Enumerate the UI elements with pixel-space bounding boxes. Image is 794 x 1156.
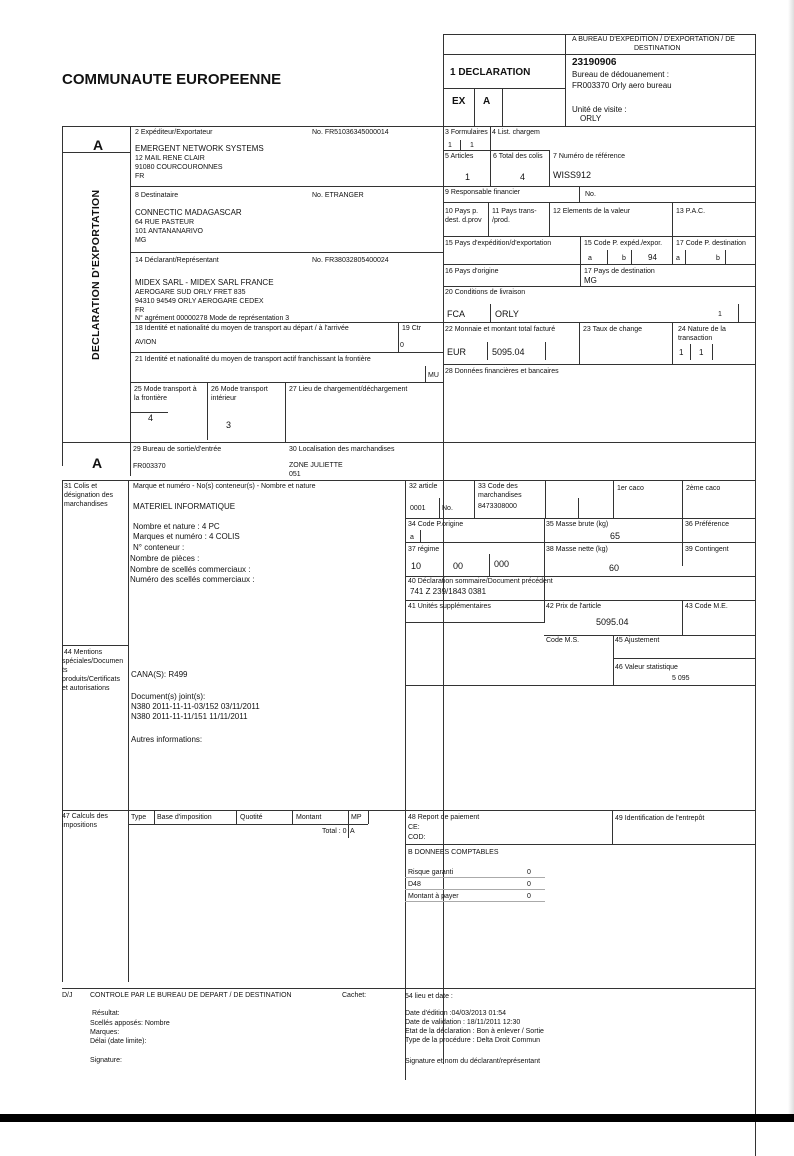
box27-label: 27 Lieu de chargement/déchargement — [289, 386, 408, 393]
box20-v1: FCA — [447, 309, 465, 319]
box47-total: Total : 0 — [322, 828, 347, 835]
box35-label: 35 Masse brute (kg) — [546, 521, 609, 528]
box31-header: Marque et numéro - No(s) conteneur(s) - Nombre et nature — [133, 483, 316, 490]
box2-addr2: 91080 COURCOURONNES — [135, 164, 223, 171]
declaration-label: 1 DECLARATION — [450, 67, 531, 78]
box18-label: 18 Identité et nationalité du moyen de transport au départ / à l'arrivée — [135, 325, 349, 332]
boxd-scelles: Scellés apposés: Nombre — [90, 1020, 170, 1027]
boxb-r3v: 0 — [527, 893, 531, 900]
box10-label-1: 10 Pays p. — [445, 208, 479, 215]
box16-label: 16 Pays d'origine — [445, 268, 499, 275]
box15-a: a — [588, 255, 592, 262]
box14-name: MIDEX SARL - MIDEX SARL FRANCE — [135, 278, 274, 287]
box31-desc: MATERIEL INFORMATIQUE — [133, 502, 236, 511]
box39-label: 39 Contingent — [685, 546, 729, 553]
box54-sig: Signature et nom du déclarant/représentant — [405, 1058, 541, 1065]
letter-a-top: A — [93, 137, 104, 153]
box3-v2: 1 — [470, 142, 474, 149]
box42-label: 42 Prix de l'article — [546, 603, 602, 610]
boxb-r1v: 0 — [527, 869, 531, 876]
box47-type: Type — [131, 814, 147, 821]
box25-label-2: la frontière — [134, 395, 168, 402]
box-a-visit-label: Unité de visite : — [572, 105, 627, 114]
box17-a: a — [676, 255, 680, 262]
box14-no: No. FR38032805400024 — [312, 257, 389, 264]
declaration-ex: EX — [452, 96, 466, 107]
box47-quotite: Quotité — [240, 814, 263, 821]
letter-a-mid: A — [92, 455, 103, 471]
box31-l3: N° conteneur : — [133, 543, 185, 552]
box33-caco1: 1er caco — [617, 485, 644, 492]
boxd-delai: Délai (date limite): — [90, 1038, 147, 1045]
box2-no: No. FR51036345000014 — [312, 129, 389, 136]
box48-label: 48 Report de paiement — [408, 814, 480, 821]
box47-mp: MP — [351, 814, 362, 821]
box21-value: MU — [428, 372, 439, 379]
declaration-a: A — [483, 96, 491, 107]
box54-l2: Date de validation : 18/11/2011 12:30 — [405, 1019, 521, 1026]
box30-v2: 051 — [289, 471, 301, 478]
box33-caco2: 2ème caco — [686, 485, 721, 492]
vertical-title: DECLARATION D'EXPORTATION — [90, 189, 102, 360]
boxb-r1: Risque garanti — [408, 869, 454, 876]
box-a-title-2: DESTINATION — [634, 45, 681, 52]
box54-l4: Type de la procédure : Delta Droit Commun — [405, 1037, 541, 1044]
box20-label: 20 Conditions de livraison — [445, 289, 526, 296]
box18-value: AVION — [135, 339, 157, 346]
scan-edge — [788, 0, 794, 1114]
box15-code-label: 15 Code P. expéd./expor. — [584, 240, 663, 247]
box22-currency: EUR — [447, 347, 467, 357]
box14-agrement: N° agrément 00000278 Mode de représentation 3 — [135, 315, 290, 322]
box31-label-3: marchandises — [64, 501, 108, 508]
box45-label: 45 Ajustement — [615, 637, 660, 644]
box40-label: 40 Déclaration sommaire/Document précédent — [408, 578, 553, 585]
box44-docs: Document(s) joint(s): — [131, 692, 206, 701]
box54-l3: Etat de la déclaration : Bon à enlever / Sortie — [405, 1028, 544, 1035]
box34-label: 34 Code P.origine — [408, 521, 464, 528]
box8-label: 8 Destinataire — [135, 192, 179, 199]
code-ms-label: Code M.S. — [546, 637, 580, 644]
box47-label-1: 47 Calculs des — [62, 813, 108, 820]
box36-label: 36 Préférence — [685, 521, 729, 528]
box32-label: 32 article — [409, 483, 438, 490]
box44-cana: CANA(S): R499 — [131, 670, 188, 679]
box33-label-1: 33 Code des — [478, 483, 518, 490]
boxd-dj: D/J — [62, 992, 73, 999]
box23-label: 23 Taux de change — [583, 326, 643, 333]
box44-label-2: spéciales/Documen — [62, 658, 124, 665]
box31-label-1: 31 Colis et — [64, 483, 98, 490]
box17-code-label: 17 Code P. destination — [676, 240, 746, 247]
box19-label: 19 Ctr — [402, 325, 422, 332]
box54-label: 54 lieu et date : — [405, 993, 453, 1000]
boxb-r2: D48 — [408, 881, 421, 888]
box31-l4: Nombre de pièces : — [130, 554, 200, 563]
box44-label-4: produits/Certificats — [62, 676, 120, 683]
box-a-visit-value: ORLY — [580, 114, 602, 123]
boxd-marques: Marques: — [90, 1029, 120, 1036]
box44-label-3: ts — [62, 667, 68, 674]
box41-label: 41 Unités supplémentaires — [408, 603, 491, 610]
box30-label: 30 Localisation des marchandises — [289, 446, 395, 453]
box28-label: 28 Données financières et bancaires — [445, 368, 559, 375]
box14-label: 14 Déclarant/Représentant — [135, 257, 219, 264]
box54-l1: Date d'édition :04/03/2013 01:54 — [405, 1010, 506, 1017]
box17-b: b — [716, 255, 720, 262]
boxb-r3: Montant à payer — [408, 893, 459, 900]
box47-label-2: impositions — [62, 822, 98, 829]
box26-value: 3 — [226, 420, 232, 430]
box34-a: a — [410, 534, 414, 541]
box13-label: 13 P.A.C. — [676, 208, 706, 215]
box24-v2: 1 — [699, 348, 704, 357]
box2-country: FR — [135, 173, 145, 180]
box31-l6: Numéro des scellés commerciaux : — [130, 575, 255, 584]
box49-label: 49 Identification de l'entrepôt — [615, 815, 705, 822]
box4-label: 4 List. chargem — [492, 129, 540, 136]
boxb-r2v: 0 — [527, 881, 531, 888]
box44-label-5: et autorisations — [62, 685, 110, 692]
box35-value: 65 — [610, 531, 621, 541]
box11-label-1: 11 Pays trans- — [492, 208, 537, 215]
box7-label: 7 Numéro de référence — [553, 153, 625, 160]
box5-value: 1 — [465, 172, 471, 182]
box26-label-1: 26 Mode transport — [211, 386, 268, 393]
box47-montant: Montant — [296, 814, 322, 821]
box44-other: Autres informations: — [131, 735, 203, 744]
box37-v3: 000 — [494, 559, 510, 569]
box48-ce: CE: — [408, 824, 420, 831]
box40-value: 741 Z 239/1843 0381 — [410, 587, 487, 596]
box25-value: 4 — [148, 413, 154, 423]
box11-label-2: /prod. — [492, 217, 510, 224]
box33-label-2: marchandises — [478, 492, 522, 499]
box29-label: 29 Bureau de sortie/d'entrée — [133, 446, 222, 453]
box3-v1: 1 — [448, 142, 452, 149]
box2-name: EMERGENT NETWORK SYSTEMS — [135, 144, 264, 153]
box24-label-1: 24 Nature de la — [678, 326, 726, 333]
box46-label: 46 Valeur statistique — [615, 664, 678, 671]
box29-value: FR003370 — [133, 463, 166, 470]
box25-label-1: 25 Mode transport à — [134, 386, 197, 393]
box37-label: 37 régime — [408, 546, 440, 553]
community-title: COMMUNAUTE EUROPEENNE — [62, 71, 282, 88]
box14-country: FR — [135, 307, 145, 314]
box9-label: 9 Responsable financier — [445, 189, 521, 196]
box20-v3: 1 — [718, 311, 722, 318]
box44-label-1: 44 Mentions — [64, 649, 103, 656]
box38-value: 60 — [609, 563, 620, 573]
box31-l1: Nombre et nature : 4 PC — [133, 522, 220, 531]
box-a-number: 23190906 — [572, 57, 617, 68]
box47-base: Base d'imposition — [157, 814, 212, 821]
box-a-line2: FR003370 Orly aero bureau — [572, 81, 672, 90]
box47-total-a: A — [350, 828, 355, 835]
box30-v1: ZONE JULIETTE — [289, 462, 343, 469]
box-a-title-1: A BUREAU D'EXPEDITION / D'EXPORTATION / DE — [572, 36, 735, 43]
box-a-line1: Bureau de dédouanement : — [572, 70, 669, 79]
box5-label: 5 Articles — [445, 153, 474, 160]
box46-value: 5 095 — [672, 675, 690, 682]
box8-addr2: 101 ANTANANARIVO — [135, 228, 203, 235]
box37-v1: 10 — [411, 561, 422, 571]
box6-value: 4 — [520, 172, 526, 182]
boxd-sig: Signature: — [90, 1057, 122, 1064]
box44-doc1: N380 2011-11-11-03/152 03/11/2011 — [131, 702, 260, 711]
box7-value: WISS912 — [553, 170, 592, 180]
box17-value: MG — [584, 276, 597, 285]
box32-no: No. — [442, 505, 453, 512]
box33-value: 8473308000 — [478, 503, 517, 510]
box2-addr1: 12 MAIL RENE CLAIR — [135, 155, 205, 162]
box21-label: 21 Identité et nationalité du moyen de transport actif franchissant la frontière — [135, 356, 371, 363]
box43-label: 43 Code M.E. — [685, 603, 728, 610]
boxd-title: CONTROLE PAR LE BUREAU DE DEPART / DE DESTINATION — [90, 992, 292, 999]
boxb-label: B DONNEES COMPTABLES — [408, 849, 499, 856]
scan-bottom-edge — [0, 1114, 794, 1122]
box24-v1: 1 — [679, 348, 684, 357]
box14-addr1: AEROGARE SUD ORLY FRET 835 — [135, 289, 246, 296]
box31-label-2: désignation des — [64, 492, 114, 499]
box15-value: 94 — [648, 253, 657, 262]
box12-label: 12 Elements de la valeur — [553, 208, 631, 215]
box9-no: No. — [585, 191, 596, 198]
box42-value: 5095.04 — [596, 617, 629, 627]
box22-amount: 5095.04 — [492, 347, 525, 357]
box8-no: No. ETRANGER — [312, 192, 364, 199]
box3-label: 3 Formulaires — [445, 129, 488, 136]
box31-l5: Nombre de scellés commerciaux : — [130, 565, 251, 574]
box10-label-2: dest. d.prov — [445, 217, 482, 224]
box8-addr1: 64 RUE PASTEUR — [135, 219, 194, 226]
box20-v2: ORLY — [495, 309, 519, 319]
box26-label-2: intérieur — [211, 395, 237, 402]
box8-country: MG — [135, 237, 147, 244]
box19-value: 0 — [400, 342, 404, 349]
box15-b: b — [622, 255, 626, 262]
box44-doc2: N380 2011-11-11/151 11/11/2011 — [131, 712, 248, 721]
box38-label: 38 Masse nette (kg) — [546, 546, 608, 553]
box15-label: 15 Pays d'expédition/d'exportation — [445, 240, 552, 247]
box8-name: CONNECTIC MADAGASCAR — [135, 208, 242, 217]
box37-v2: 00 — [453, 561, 464, 571]
box17-label: 17 Pays de destination — [584, 268, 655, 275]
box24-label-2: transaction — [678, 335, 713, 342]
box14-addr2: 94310 94549 ORLY AEROGARE CEDEX — [135, 298, 264, 305]
boxd-res: Résultat: — [92, 1010, 120, 1017]
box31-l2: Marques et numéro : 4 COLIS — [133, 532, 240, 541]
box32-value: 0001 — [410, 505, 426, 512]
box6-label: 6 Total des colis — [493, 153, 543, 160]
boxd-cachet: Cachet: — [342, 992, 367, 999]
box48-cod: COD: — [408, 834, 426, 841]
box2-label: 2 Expéditeur/Exportateur — [135, 129, 213, 136]
box22-label: 22 Monnaie et montant total facturé — [445, 326, 556, 333]
